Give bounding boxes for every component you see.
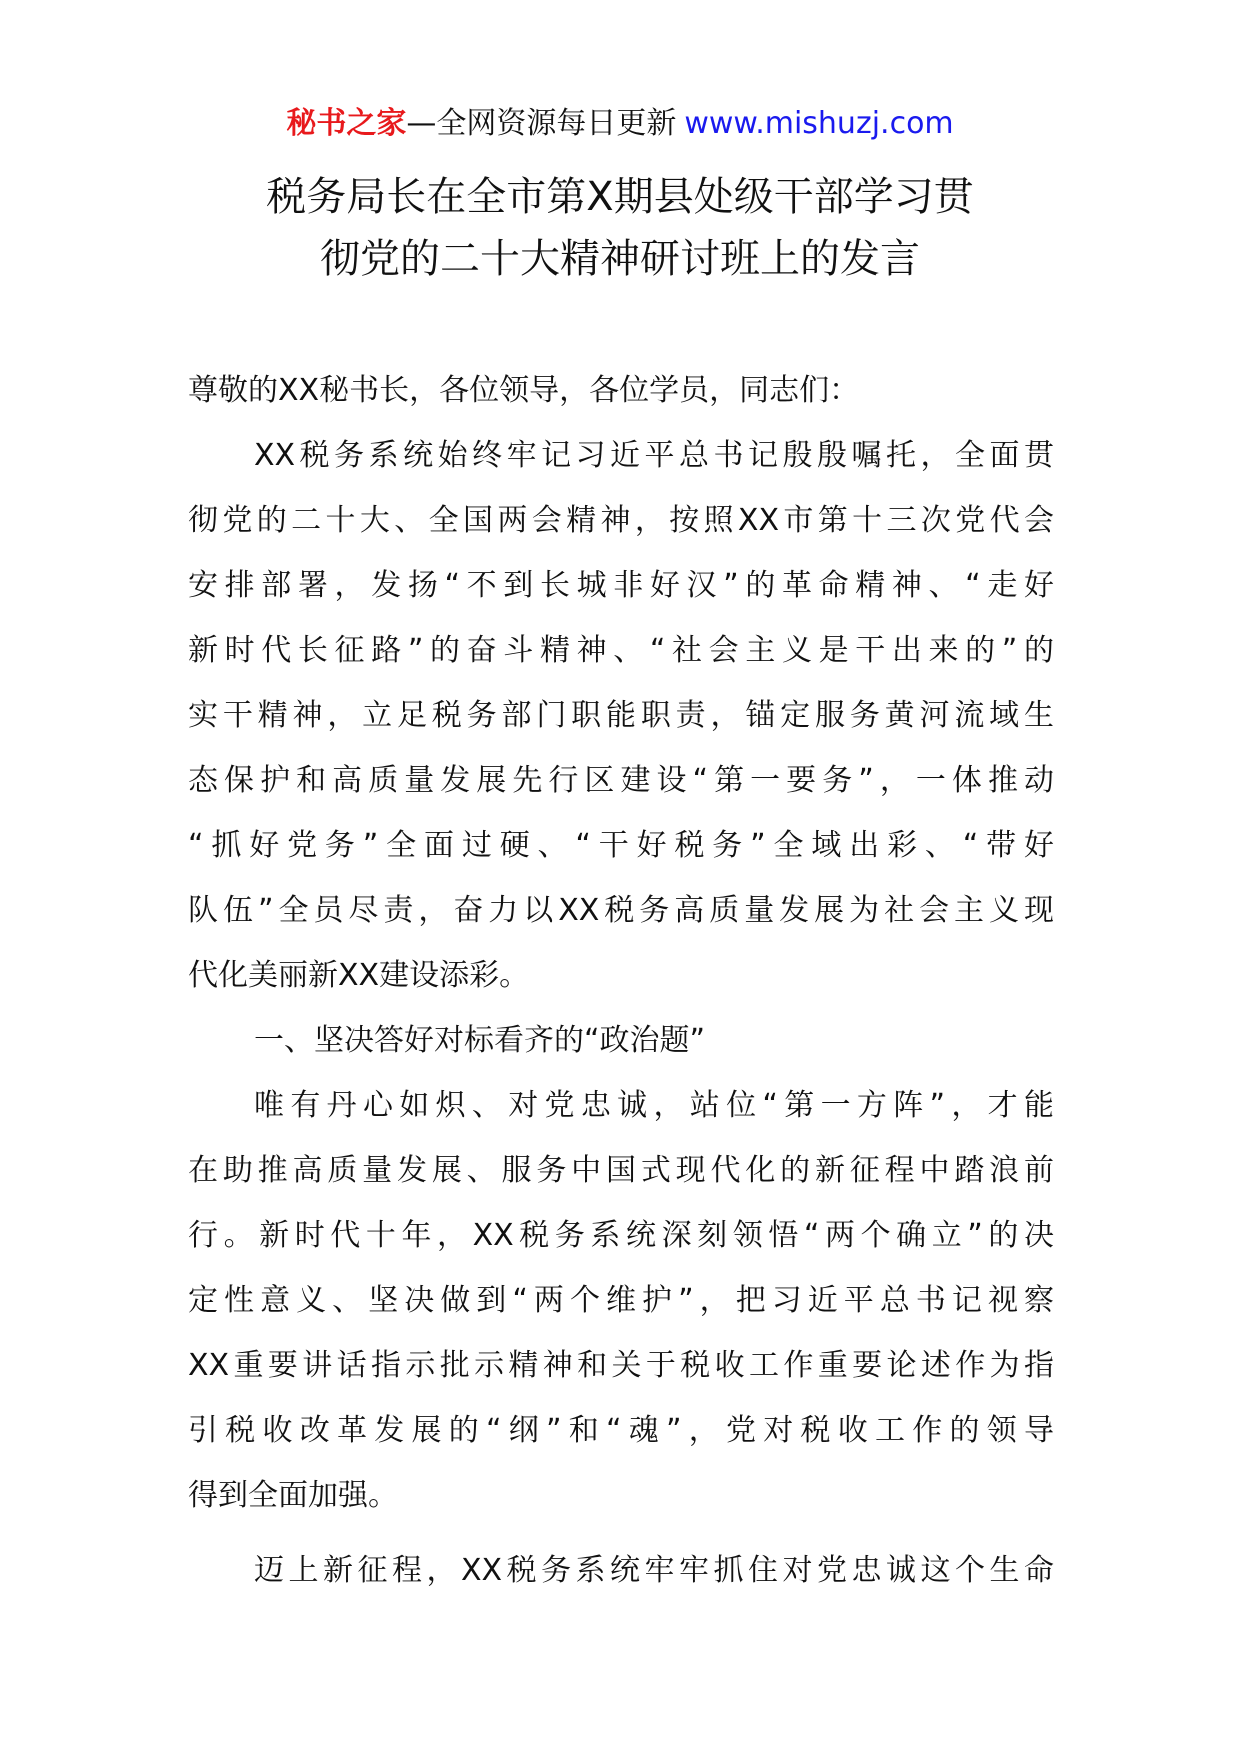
document-title [150, 166, 1090, 290]
paragraph-2-line: 引税收改革发展的“纲”和“魂”，党对税收工作的领导 [188, 1413, 1054, 1448]
paragraph-1-line: 队伍”全员尽责，奋力以XX税务高质量发展为社会主义现 [188, 893, 1054, 928]
title-line-2: 彻党的二十大精神研讨班上的发言 [320, 236, 920, 282]
paragraph-2-line: 唯有丹心如炽、对党忠诚，站位“第一方阵”，才能 [254, 1088, 1054, 1123]
paragraph-1-line: XX税务系统始终牢记习近平总书记殷殷嘱托，全面贯 [254, 438, 1054, 473]
paragraph-1-line: 安排部署，发扬“不到长城非好汉”的革命精神、“走好 [188, 568, 1054, 603]
paragraph-1-line: 实干精神，立足税务部门职能职责，锚定服务黄河流域生 [188, 698, 1054, 733]
paragraph-2-line: 定性意义、坚决做到“两个维护”，把习近平总书记视察 [188, 1283, 1054, 1318]
paragraph-2-line: 行。新时代十年，XX税务系统深刻领悟“两个确立”的决 [188, 1218, 1054, 1253]
paragraph-2-line: XX重要讲话指示批示精神和关于税收工作重要论述作为指 [188, 1348, 1054, 1383]
site-banner [0, 104, 1240, 144]
title-line-1: 税务局长在全市第Ⅹ期县处级干部学习贯 [266, 174, 974, 220]
paragraph-1-line: 彻党的二十大、全国两会精神，按照XX市第十三次党代会 [188, 503, 1054, 538]
salutation: 尊敬的XX秘书长，各位领导，各位学员，同志们： [188, 373, 860, 408]
paragraph-2-line: 在助推高质量发展、服务中国式现代化的新征程中踏浪前 [188, 1153, 1054, 1188]
paragraph-gap [188, 1528, 1054, 1538]
paragraph-1-line: 代化美丽新XX建设添彩。 [188, 958, 530, 993]
paragraph-1-line: 态保护和高质量发展先行区建设“第一要务”，一体推动 [188, 763, 1054, 798]
paragraph-2-line: 得到全面加强。 [188, 1478, 398, 1513]
paragraph-3-line: 迈上新征程，XX税务系统牢牢抓住对党忠诚这个生命 [254, 1553, 1054, 1588]
document-body [188, 358, 1054, 1603]
paragraph-1-line: “抓好党务”全面过硬、“干好税务”全域出彩、“带好 [188, 828, 1054, 863]
paragraph-1-line: 新时代长征路”的奋斗精神、“社会主义是干出来的”的 [188, 633, 1054, 668]
banner-tagline: —全网资源每日更新 [406, 106, 677, 141]
brand-name: 秘书之家 [286, 106, 407, 141]
site-url-link[interactable]: www.mishuzj.com [684, 106, 954, 141]
section-heading-1: 一、坚决答好对标看齐的“政治题” [254, 1023, 706, 1058]
